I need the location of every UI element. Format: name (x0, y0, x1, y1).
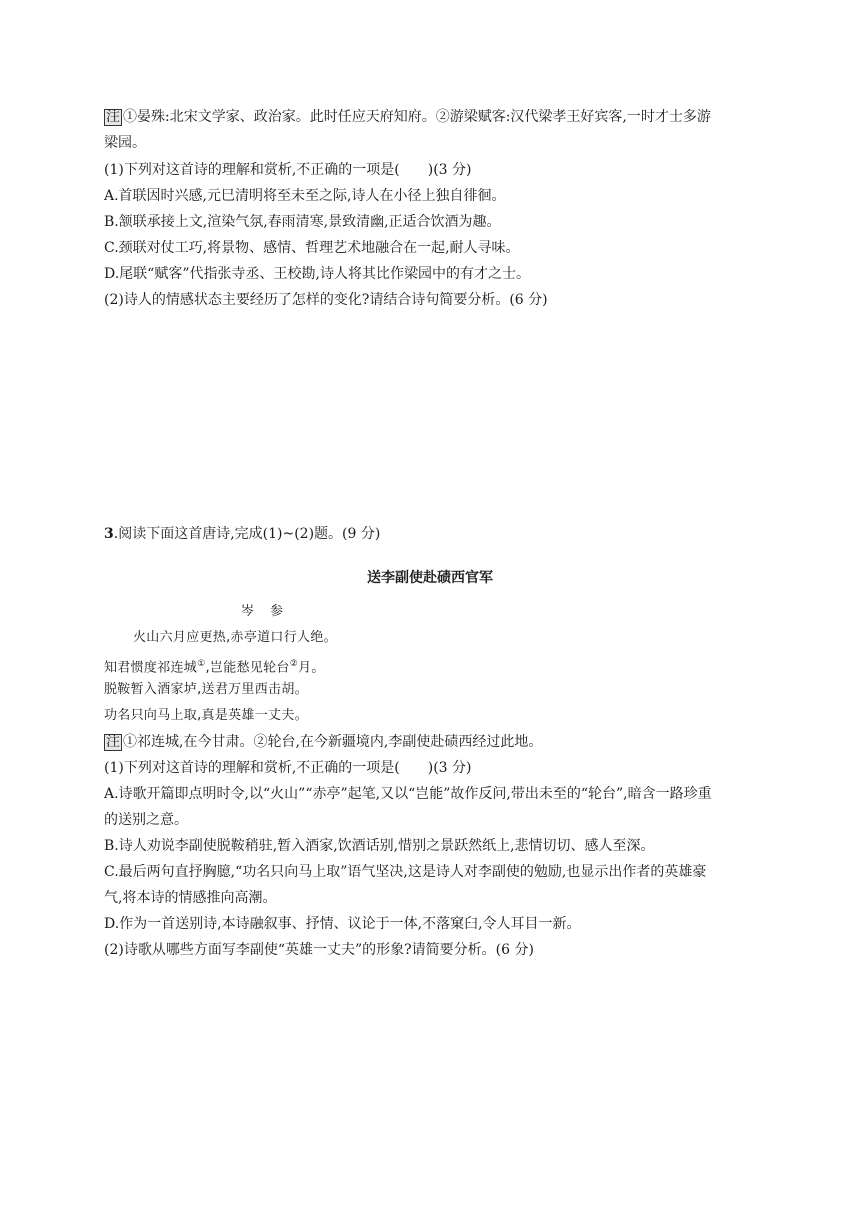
s2-intro-text: .阅读下面这首唐诗,完成(1)~(2)题。(9 分) (113, 526, 381, 542)
poem-author: 岑参 (241, 604, 300, 619)
s2-question-1: (1)下列对这首诗的理解和赏析,不正确的一项是( )(3 分) (104, 760, 472, 776)
footnote-ref-2: ② (289, 659, 299, 669)
s2-intro (104, 525, 380, 543)
note-1-text: ①晏殊:北宋文学家、政治家。此时任应天府知府。②游梁赋客:汉代梁孝王好宾客,一时才士多游 (123, 109, 711, 125)
s1-question-2: (2)诗人的情感状态主要经历了怎样的变化?请结合诗句简要分析。(6 分) (104, 292, 548, 308)
note-2-text: ①祁连城,在今甘肃。②轮台,在今新疆境内,李副使赴碛西经过此地。 (123, 734, 543, 750)
poem-title: 送李副使赴碛西官军 (367, 570, 493, 586)
poem-line-2 (104, 655, 325, 677)
note-1-line-a (104, 108, 711, 126)
poem-line-3: 脱鞍暂入酒家垆,送君万里西击胡。 (104, 682, 308, 697)
s2-option-a-line-2: 的送别之意。 (104, 812, 188, 828)
poem-line-1: 火山六月应更热,赤亭道口行人绝。 (133, 630, 337, 645)
question-number: 3 (104, 526, 114, 542)
note-1-line-b: 梁园。 (104, 135, 146, 151)
footnote-ref-1: ① (197, 659, 206, 669)
poem-line-2-part-3: 月。 (298, 660, 325, 676)
poem-line-2-part-1: 知君惯度祁连城 (104, 660, 198, 676)
poem-line-2-part-2: ,岂能愁见轮台 (205, 660, 290, 676)
s1-option-a: A.首联因时兴感,元巳清明将至未至之际,诗人在小径上独自徘徊。 (104, 188, 506, 204)
note-marker: 注 (106, 109, 120, 125)
s2-option-c-line-2: 气,将本诗的情感推向高潮。 (104, 890, 277, 906)
s2-option-b: B.诗人劝说李副使脱鞍稍驻,暂入酒家,饮酒话别,惜别之景跃然纸上,悲情切切、感人至深。 (104, 838, 655, 854)
s1-option-d: D.尾联“赋客”代指张寺丞、王校勘,诗人将其比作梁园中的有才之士。 (104, 266, 530, 282)
s2-option-a-line-1: A.诗歌开篇即点明时令,以“火山”“赤亭”起笔,又以“岂能”故作反问,带出未至的“轮台”,暗含一路珍重 (104, 786, 712, 802)
s2-option-d: D.作为一首送别诗,本诗融叙事、抒情、议论于一体,不落窠臼,令人耳目一新。 (104, 916, 581, 932)
note-2 (104, 733, 542, 751)
s2-option-c-line-1: C.最后两句直抒胸臆,“功名只向马上取”语气坚决,这是诗人对李副使的勉励,也显示出作者的英雄豪 (104, 864, 707, 880)
s1-option-b: B.颔联承接上文,渲染气氛,春雨清寒,景致清幽,正适合饮酒为趣。 (104, 214, 501, 230)
s1-question-1: (1)下列对这首诗的理解和赏析,不正确的一项是( )(3 分) (104, 162, 472, 178)
note-marker: 注 (106, 734, 120, 750)
s2-question-2: (2)诗歌从哪些方面写李副使“英雄一丈夫”的形象?请简要分析。(6 分) (104, 942, 534, 958)
s1-option-c: C.颈联对仗工巧,将景物、感情、哲理艺术地融合在一起,耐人寻味。 (104, 240, 520, 256)
poem-line-4: 功名只向马上取,真是英雄一丈夫。 (104, 708, 308, 723)
